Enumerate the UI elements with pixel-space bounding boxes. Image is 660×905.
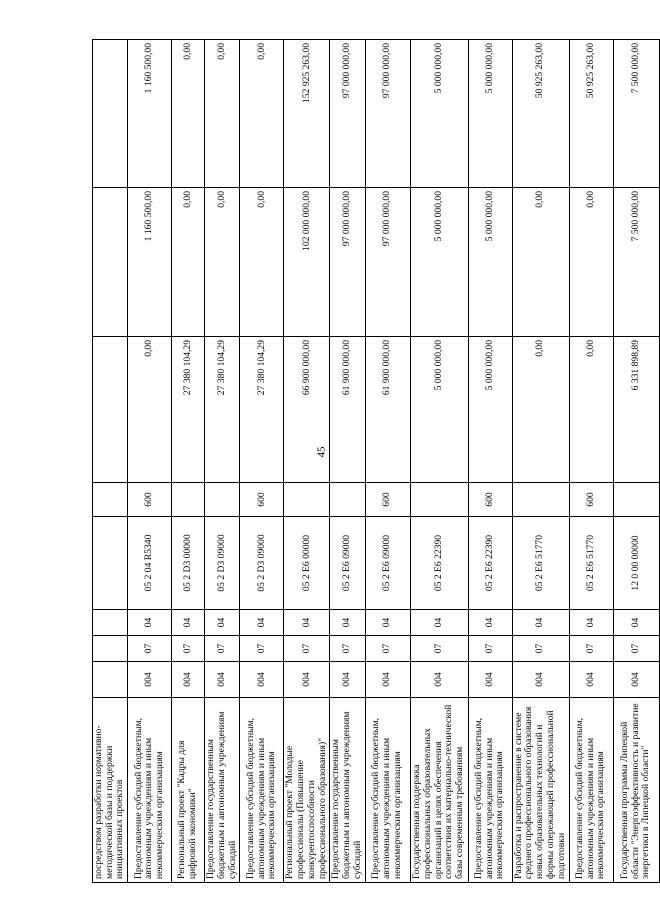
section-code — [93, 636, 128, 662]
amount-year-2: 97 000 000,00 — [365, 188, 410, 337]
amount-year-2: 102 000 000,00 — [284, 188, 330, 337]
expense-type — [410, 483, 468, 517]
subsection-code: 04 — [284, 610, 330, 636]
amount-year-3: 97 000 000,00 — [365, 40, 410, 188]
target-article — [93, 517, 128, 610]
amount-year-2: 0,00 — [205, 188, 240, 337]
admin-code: 004 — [512, 662, 569, 698]
expense-type: 600 — [128, 483, 172, 517]
expense-type: 600 — [569, 483, 613, 517]
section-code: 07 — [410, 636, 468, 662]
table-row — [512, 40, 569, 883]
amount-year-2: 0,00 — [172, 188, 205, 337]
subsection-code: 04 — [128, 610, 172, 636]
budget-table — [92, 39, 660, 883]
target-article: 05 2 04 R5340 — [128, 517, 172, 610]
admin-code: 004 — [330, 662, 365, 698]
target-article: 12 0 00 00000 — [613, 517, 659, 610]
section-code: 07 — [172, 636, 205, 662]
amount-year-2: 5 000 000,00 — [468, 188, 512, 337]
row-name: Государственная поддержка профессиональных образовательных организаций в целях обеспечения соответствия их материально-технической базы современным требованиям — [410, 698, 468, 883]
row-name: Предоставление субсидий бюджетным, автономным учреждениям и иным некоммерческим организациям — [468, 698, 512, 883]
table-row — [365, 40, 410, 883]
amount-year-1: 61 900 000,00 — [330, 337, 365, 483]
section-code: 07 — [128, 636, 172, 662]
expense-type — [93, 483, 128, 517]
row-name: Предоставление субсидий бюджетным, автономным учреждениям и иным некоммерческим организациям — [240, 698, 284, 883]
row-name: Региональный проект "Кадры для цифровой экономики" — [172, 698, 205, 883]
expense-type — [330, 483, 365, 517]
section-code: 07 — [365, 636, 410, 662]
expense-type: 600 — [468, 483, 512, 517]
target-article: 05 2 E6 00000 — [284, 517, 330, 610]
row-name: Предоставление субсидий бюджетным, автономным учреждениям и иным некоммерческим организациям — [365, 698, 410, 883]
row-name: Предоставление государственным бюджетным и автономным учреждениям субсидий — [205, 698, 240, 883]
amount-year-2 — [93, 188, 128, 337]
table-row — [205, 40, 240, 883]
expense-type — [284, 483, 330, 517]
amount-year-3: 1 160 500,00 — [128, 40, 172, 188]
row-name: Государственная программа Липецкой области "Энергоэффективность и развитие энергетики в Липецкой области" — [613, 698, 659, 883]
amount-year-1 — [93, 337, 128, 483]
admin-code: 004 — [172, 662, 205, 698]
expense-type: 600 — [240, 483, 284, 517]
subsection-code: 04 — [613, 610, 659, 636]
admin-code: 004 — [240, 662, 284, 698]
target-article: 05 2 E6 22390 — [410, 517, 468, 610]
amount-year-3: 50 925 263,00 — [569, 40, 613, 188]
amount-year-3: 5 000 000,00 — [468, 40, 512, 188]
row-name: Предоставление субсидий бюджетным, автономным учреждениям и иным некоммерческим организациям — [569, 698, 613, 883]
amount-year-1: 27 380 104,29 — [205, 337, 240, 483]
amount-year-1: 5 000 000,00 — [468, 337, 512, 483]
amount-year-3 — [93, 40, 128, 188]
subsection-code: 04 — [569, 610, 613, 636]
expense-type — [205, 483, 240, 517]
expense-type: 600 — [365, 483, 410, 517]
target-article: 05 2 E6 51770 — [512, 517, 569, 610]
table-row — [240, 40, 284, 883]
admin-code: 004 — [569, 662, 613, 698]
section-code: 07 — [240, 636, 284, 662]
admin-code: 004 — [365, 662, 410, 698]
table-row — [93, 40, 128, 883]
amount-year-1: 0,00 — [128, 337, 172, 483]
amount-year-2: 5 000 000,00 — [410, 188, 468, 337]
amount-year-3: 0,00 — [205, 40, 240, 188]
target-article: 05 2 E6 51770 — [569, 517, 613, 610]
amount-year-3: 97 000 000,00 — [330, 40, 365, 188]
amount-year-3: 0,00 — [172, 40, 205, 188]
table-row — [468, 40, 512, 883]
section-code: 07 — [330, 636, 365, 662]
amount-year-3: 0,00 — [240, 40, 284, 188]
amount-year-3: 152 925 263,00 — [284, 40, 330, 188]
amount-year-1: 61 900 000,00 — [365, 337, 410, 483]
amount-year-2: 1 160 500,00 — [128, 188, 172, 337]
table-row — [284, 40, 330, 883]
subsection-code: 04 — [330, 610, 365, 636]
amount-year-1: 66 900 000,00 — [284, 337, 330, 483]
subsection-code: 04 — [172, 610, 205, 636]
table-wrapper — [92, 40, 652, 883]
section-code: 07 — [284, 636, 330, 662]
admin-code: 004 — [128, 662, 172, 698]
amount-year-1: 6 331 898,89 — [613, 337, 659, 483]
amount-year-1: 27 380 104,29 — [240, 337, 284, 483]
target-article: 05 2 D3 09000 — [205, 517, 240, 610]
table-row — [613, 40, 659, 883]
row-name: Региональный проект "Молодые профессионалы (Повышение конкурентоспособности профессионального образования)" — [284, 698, 330, 883]
subsection-code — [93, 610, 128, 636]
section-code: 07 — [205, 636, 240, 662]
amount-year-1: 27 380 104,29 — [172, 337, 205, 483]
row-name: Предоставление субсидий бюджетным, автономным учреждениям и иным некоммерческим организациям — [128, 698, 172, 883]
subsection-code: 04 — [365, 610, 410, 636]
table-row — [128, 40, 172, 883]
row-name: посредством разработки нормативно-методической базы и поддержки инициативных проектов — [93, 698, 128, 883]
page-number: 45 — [315, 446, 328, 458]
target-article: 05 2 D3 09000 — [240, 517, 284, 610]
subsection-code: 04 — [468, 610, 512, 636]
target-article: 05 2 D3 00000 — [172, 517, 205, 610]
admin-code: 004 — [468, 662, 512, 698]
table-row — [330, 40, 365, 883]
section-code: 07 — [468, 636, 512, 662]
amount-year-1: 5 000 000,00 — [410, 337, 468, 483]
row-name: Предоставление государственным бюджетным и автономным учреждениям субсидий — [330, 698, 365, 883]
rotated-table-frame — [92, 40, 652, 883]
amount-year-1: 0,00 — [569, 337, 613, 483]
admin-code: 004 — [284, 662, 330, 698]
table-row — [410, 40, 468, 883]
amount-year-2: 7 500 000,00 — [613, 188, 659, 337]
amount-year-1: 0,00 — [512, 337, 569, 483]
amount-year-3: 50 925 263,00 — [512, 40, 569, 188]
amount-year-3: 5 000 000,00 — [410, 40, 468, 188]
amount-year-3: 7 500 000,00 — [613, 40, 659, 188]
target-article: 05 2 E6 09000 — [330, 517, 365, 610]
admin-code: 004 — [410, 662, 468, 698]
admin-code: 004 — [613, 662, 659, 698]
section-code: 07 — [613, 636, 659, 662]
admin-code — [93, 662, 128, 698]
subsection-code: 04 — [205, 610, 240, 636]
amount-year-2: 0,00 — [240, 188, 284, 337]
expense-type — [172, 483, 205, 517]
subsection-code: 04 — [512, 610, 569, 636]
table-row — [569, 40, 613, 883]
section-code: 07 — [569, 636, 613, 662]
target-article: 05 2 E6 22390 — [468, 517, 512, 610]
row-name: Разработка и распространение в системе среднего профессионального образования новых образовательных технологий и формы опережающей профессиональной подготовки — [512, 698, 569, 883]
subsection-code: 04 — [240, 610, 284, 636]
amount-year-2: 0,00 — [512, 188, 569, 337]
table-row — [172, 40, 205, 883]
amount-year-2: 0,00 — [569, 188, 613, 337]
expense-type — [512, 483, 569, 517]
subsection-code: 04 — [410, 610, 468, 636]
expense-type — [613, 483, 659, 517]
amount-year-2: 97 000 000,00 — [330, 188, 365, 337]
admin-code: 004 — [205, 662, 240, 698]
section-code: 07 — [512, 636, 569, 662]
target-article: 05 2 E6 09000 — [365, 517, 410, 610]
